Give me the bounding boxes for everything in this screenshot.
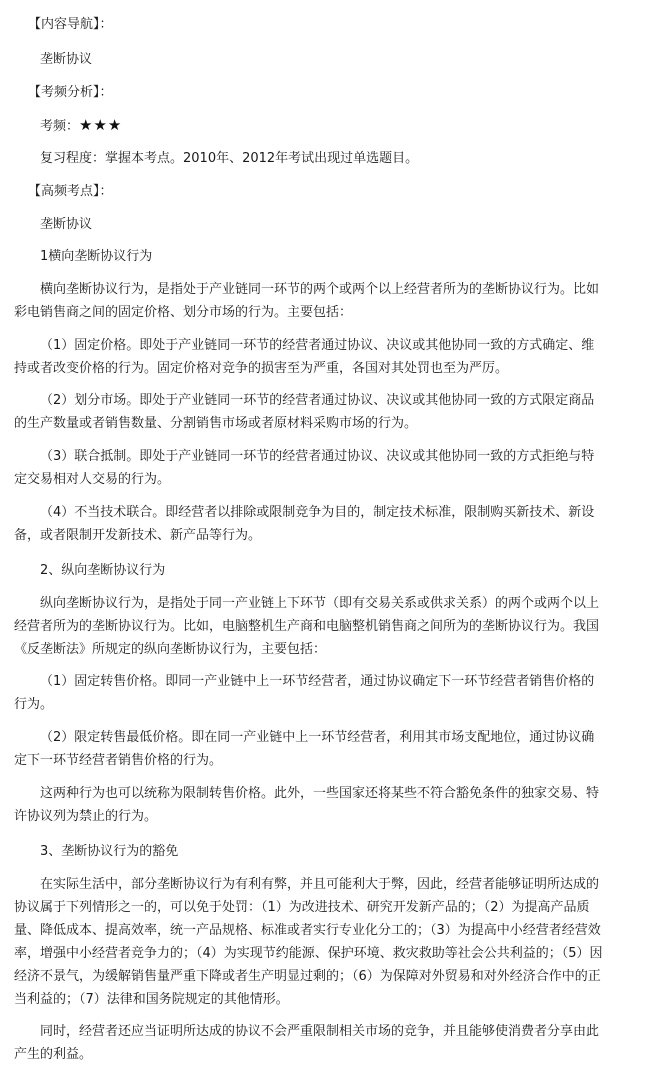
paragraph-exemption-conditions: 在实际生活中，部分垄断协议行为有利有弊，并且可能利大于弊，因此，经营者能够证明所达成的协议属于下列情形之一的，可以免于处罚：（1）为改进技术、研究开发新产品的；（2）为提高产品质量、降低成本、提高效率，统一产品规格、标准或者实行专业化分工的；（3）为提高中小经营者经营效率，增强中小经营者竞争力的；（4）为实现节约能源、保护环境、救灾救助等社会公共利益的；（5）因经济不景气，为缓解销售量严重下降或者生产明显过剩的；（6）为保障对外贸易和对外经济合作中的正当利益的；（7）法律和国务院规定的其他情形。: [14, 877, 603, 1007]
paragraph-improper-tech-union: （4）不当技术联合。即经营者以排除或限制竞争为目的，制定技术标准，限制购买新技术、新设备，或者限制开发新技术、新产品等行为。: [14, 505, 595, 543]
frequency-label: 考频：: [40, 119, 80, 134]
paragraph-resale-summary: 这两种行为也可以统称为限制转售价格。此外，一些国家还将某些不符合豁免条件的独家交易、特许协议列为禁止的行为。: [14, 786, 600, 824]
topic-title: 垄断协议: [40, 52, 93, 67]
high-frequency-heading: 【高频考点】：: [28, 184, 113, 199]
heading-horizontal-monopoly: 1横向垄断协议行为: [40, 249, 153, 264]
exam-analysis-heading: 【考频分析】：: [28, 85, 113, 100]
frequency-stars: ★★★: [79, 116, 123, 134]
paragraph-joint-boycott: （3）联合抵制。即处于产业链同一环节的经营者通过协议、决议或其他协同一致的方式拒绝与特定交易相对人交易的行为。: [14, 449, 595, 487]
paragraph-vertical-intro: 纵向垄断协议行为，是指处于同一产业链上下环节（即有交易关系或供求关系）的两个或两个以上经营者所为的垄断协议行为。比如，电脑整机生产商和电脑整机销售商之间所为的垄断协议行为。我国《反垄断法》所规定的纵向垄断协议行为，主要包括：: [14, 596, 600, 657]
paragraph-fixed-resale-price: （1）固定转售价格。即同一产业链中上一环节经营者，通过协议确定下一环节经营者销售价格的行为。: [14, 674, 595, 712]
content-nav-heading: 【内容导航】：: [28, 17, 113, 32]
paragraph-exemption-closing: 同时，经营者还应当证明所达成的协议不会严重限制相关市场的竞争，并且能够使消费者分享由此产生的利益。: [14, 1024, 600, 1062]
heading-vertical-monopoly: 2、纵向垄断协议行为: [40, 563, 166, 578]
paragraph-market-division: （2）划分市场。即处于产业链同一环节的经营者通过协议、决议或其他协同一致的方式限定商品的生产数量或者销售数量、分割销售市场或者原材料采购市场的行为。: [14, 393, 595, 431]
topic-title-2: 垄断协议: [40, 217, 93, 232]
heading-exemption: 3、垄断协议行为的豁免: [40, 844, 179, 859]
frequency-row: [40, 117, 122, 135]
paragraph-minimum-resale-price: （2）限定转售最低价格。即在同一产业链中上一环节经营者，利用其市场支配地位，通过协议确定下一环节经营者销售价格的行为。: [14, 730, 595, 768]
paragraph-fixed-price: （1）固定价格。即处于产业链同一环节的经营者通过协议、决议或其他协同一致的方式确定、维持或者改变价格的行为。固定价格对竞争的损害至为严重，各国对其处罚也至为严厉。: [14, 338, 595, 376]
review-level-text: 复习程度：掌握本考点。2010年、2012年考试出现过单选题目。: [40, 151, 419, 166]
paragraph-horizontal-intro: 横向垄断协议行为，是指处于产业链同一环节的两个或两个以上经营者所为的垄断协议行为。比如彩电销售商之间的固定价格、划分市场的行为。主要包括：: [14, 282, 600, 320]
